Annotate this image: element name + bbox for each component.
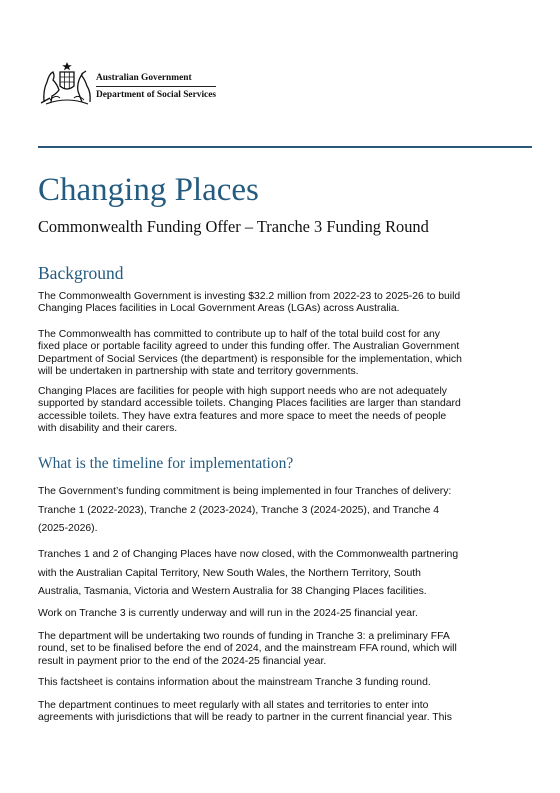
timeline-paragraph xyxy=(38,546,530,602)
timeline-heading: What is the timeline for implementation? xyxy=(38,455,294,472)
government-logo xyxy=(38,60,258,106)
text-line: with the Australian Capital Territory, New South Wales, the Northern Territory, South xyxy=(38,567,421,579)
background-heading: Background xyxy=(38,263,124,283)
text-line: The Commonwealth has committed to contribute up to half of the total build cost for any xyxy=(38,329,440,340)
page-subtitle: Commonwealth Funding Offer – Tranche 3 Funding Round xyxy=(38,217,429,236)
text-line: accessible toilets. They have extra features and more space to meet the needs of people xyxy=(38,410,447,422)
text-line: The department will be undertaking two rounds of funding in Tranche 3: a preliminary FFA xyxy=(38,631,450,642)
text-line: fixed place or portable facility agreed to under this funding offer. The Australian Government xyxy=(38,341,460,353)
text-line: will be undertaken in partnership with state and territory governments. xyxy=(38,366,359,378)
text-line: Tranches 1 and 2 of Changing Places have now closed, with the Commonwealth partnering xyxy=(38,549,459,560)
text-line: Work on Tranche 3 is currently underway and will run in the 2024-25 financial year. xyxy=(38,608,418,619)
timeline-paragraph xyxy=(38,631,530,668)
coat-of-arms-icon xyxy=(38,60,96,106)
background-paragraph xyxy=(38,386,530,436)
text-line: agreements with jurisdictions that will be ready to partner in the current financial year. This xyxy=(38,712,452,724)
background-paragraph xyxy=(38,329,530,379)
text-line: with disability and their carers. xyxy=(38,423,178,435)
timeline-paragraph xyxy=(38,608,530,620)
agency-name xyxy=(96,72,216,101)
background-paragraph xyxy=(38,291,530,316)
text-line: round, set to be finalised before the end of 2024, and the mainstream FFA round, which will xyxy=(38,643,457,655)
text-line: Changing Places facilities in Local Government Areas (LGAs) across Australia. xyxy=(38,303,400,315)
timeline-paragraph xyxy=(38,677,530,689)
text-line: Australia, Tasmania, Victoria and Western Australia for 38 Changing Places facilities. xyxy=(38,586,427,598)
government-name: Australian Government xyxy=(96,73,192,83)
timeline-paragraph xyxy=(38,483,530,539)
text-line: The Commonwealth Government is investing $32.2 million from 2022-23 to 2025-26 to build xyxy=(38,291,461,302)
text-line: result in payment prior to the end of the 2024-25 financial year. xyxy=(38,655,327,667)
text-line: Department of Social Services (the department) is responsible for the implementation, which xyxy=(38,353,462,365)
text-line: (2025-2026). xyxy=(38,523,98,535)
page-title: Changing Places xyxy=(38,172,259,208)
timeline-paragraph xyxy=(38,700,530,725)
text-line: Tranche 1 (2022-2023), Tranche 2 (2023-2024), Tranche 3 (2024-2025), and Tranche 4 xyxy=(38,504,440,516)
department-name: Department of Social Services xyxy=(96,86,216,101)
text-line: This factsheet is contains information about the mainstream Tranche 3 funding round. xyxy=(38,677,431,688)
text-line: Changing Places are facilities for people with high support needs who are not adequately xyxy=(38,386,447,397)
text-line: The department continues to meet regularly with all states and territories to enter into xyxy=(38,700,429,711)
header-rule xyxy=(38,146,532,148)
text-line: supported by standard accessible toilets. Changing Places facilities are larger than standard xyxy=(38,398,461,410)
text-line: The Government’s funding commitment is being implemented in four Tranches of delivery: xyxy=(38,486,452,497)
